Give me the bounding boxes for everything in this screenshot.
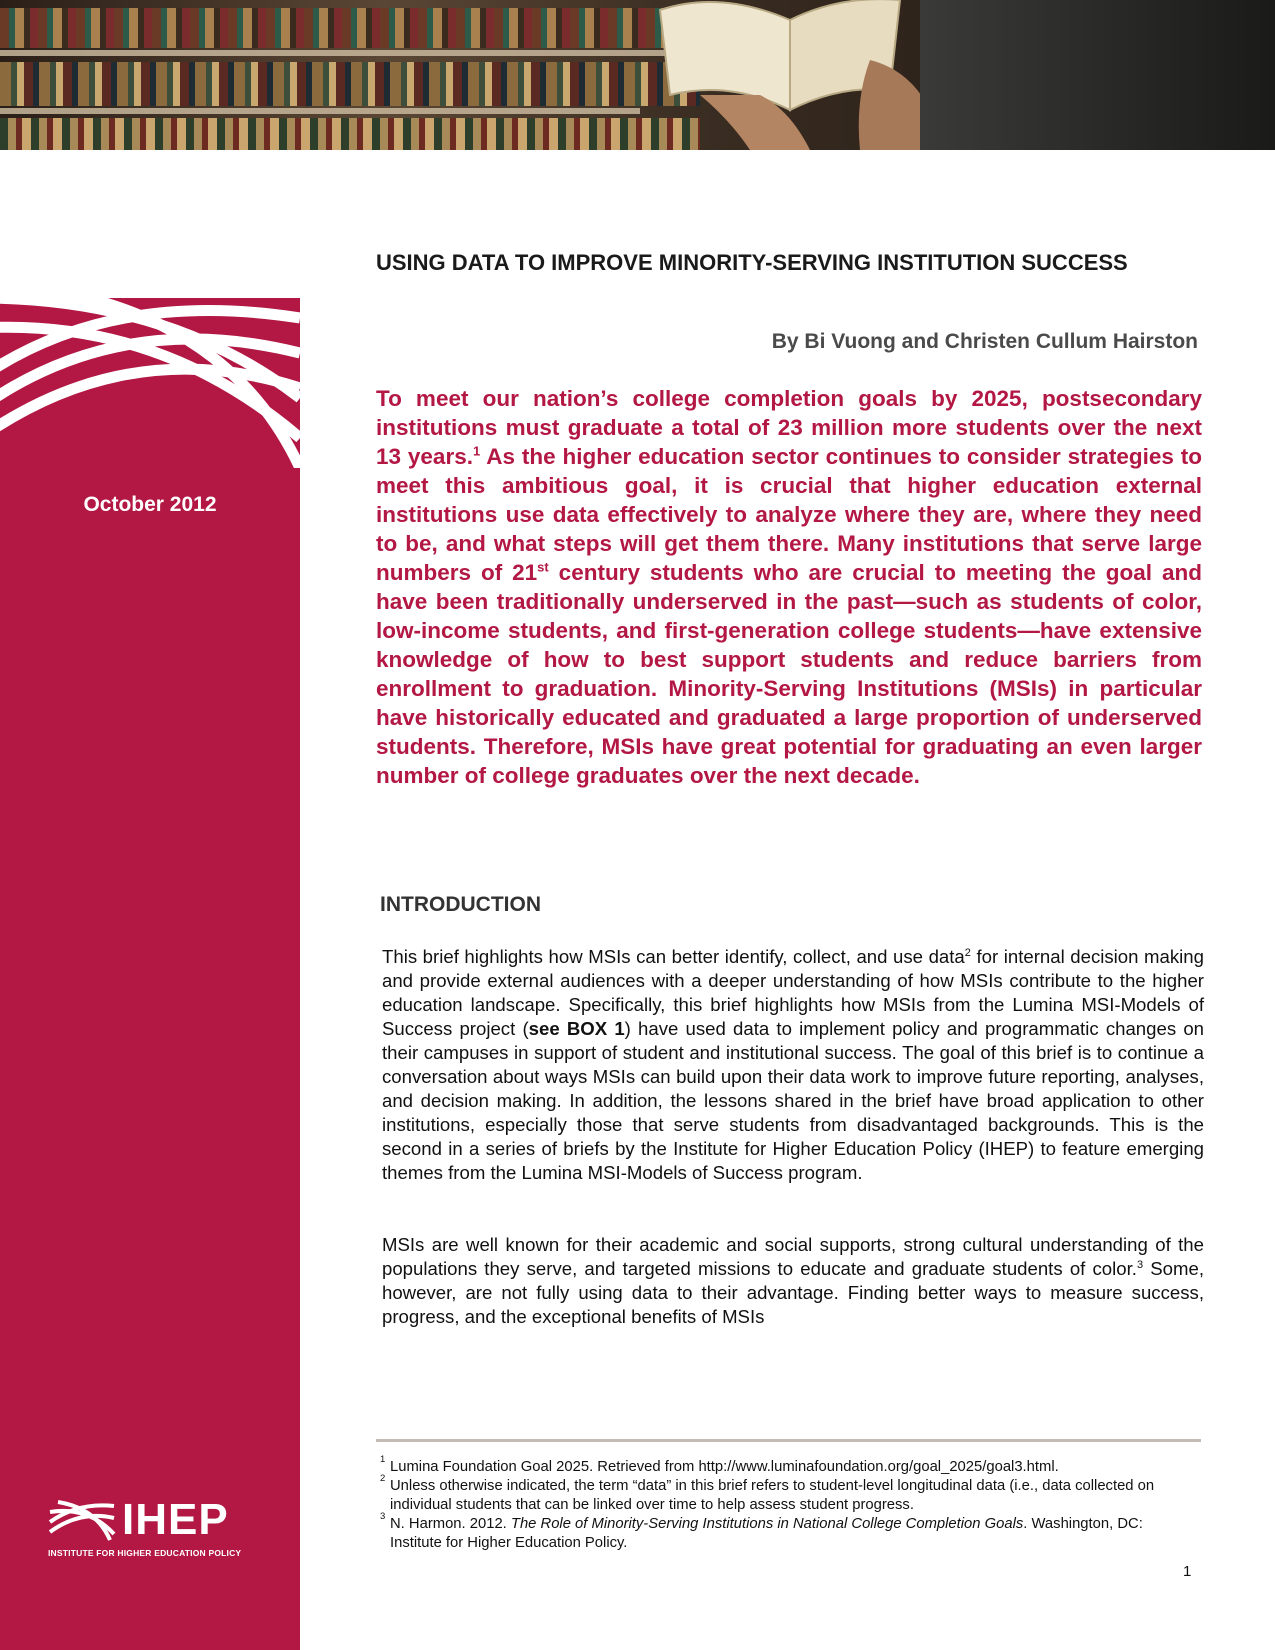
publication-date: October 2012 — [83, 493, 217, 516]
footnote-ref-1[interactable]: 1 — [472, 443, 481, 459]
box-reference: see BOX 1 — [528, 1018, 625, 1039]
introduction-heading: INTRODUCTION — [380, 893, 541, 916]
footnote-2: 2 Unless otherwise indicated, the term “data” in this brief refers to student-level longitudinal data (i.e., data collected on individual students that can be linked over time to help assess student progress. — [380, 1473, 1155, 1513]
bookshelf-row — [0, 8, 700, 48]
footnotes — [380, 1454, 1182, 1553]
authors: By Bi Vuong and Christen Cullum Hairston — [771, 330, 1198, 353]
document-title: USING DATA TO IMPROVE MINORITY-SERVING INSTITUTION SUCCESS — [376, 250, 1128, 275]
open-book-image — [640, 0, 940, 150]
page-number: 1 — [1183, 1563, 1192, 1580]
bookshelf-row — [0, 62, 700, 106]
footnote-ref-3[interactable]: 3 — [1136, 1258, 1144, 1271]
ordinal-suffix: st — [537, 559, 549, 575]
shelf — [0, 108, 640, 114]
shelf — [0, 50, 700, 56]
ihep-logo — [48, 1495, 268, 1560]
intro-paragraph-2: MSIs are well known for their academic and social supports, strong cultural understanding of the populations they serve, and targeted missions to educate and graduate students of color.$^3$ Some, however, are not fully using data to their advantage. Finding better ways to measure success, progress, and the exceptional benefits of MSIs — [382, 1234, 1204, 1327]
reader-sleeve — [920, 0, 1275, 150]
footnote-3: 3 N. Harmon. 2012. The Role of Minority-Serving Institutions in National College Completion Goals. Washington, DC: Institute for Higher Education Policy. — [380, 1511, 1143, 1551]
lead-paragraph: To meet our nation’s college completion goals by 2025, postsecondary institutions must graduate a total of 23 million more students over the next 13 years.$^1$ As the higher education sector continues to consider strategies to meet this ambitious goal, it is crucial that higher education external institutions use data effectively to analyze where they are, where they need to be, and what steps will get them there. Many institutions that serve large numbers of 21st century students who are crucial to meeting the goal and have been traditionally underserved in the past—such as students of color, low-income students, and first-generation college students—have extensive knowledge of how to best support students and reduce barriers from enrollment to graduation. Minority-Serving Institutions (MSIs) in particular have historically educated and graduated a large proportion of underserved students. Therefore, MSIs have great potential for graduating an even larger number of college graduates over the next decade. — [376, 386, 1202, 788]
intro-paragraph-1: This brief highlights how MSIs can better identify, collect, and use data$^2$ for internal decision making and provide external audiences with a deeper understanding of how MSIs contribute to the higher education landscape. Specifically, this brief highlights how MSIs from the Lumina MSI-Models of Success project (see BOX 1) have used data to implement policy and programmatic changes on their campuses in support of student and institutional success. The goal of this brief is to continue a conversation about ways MSIs can build upon their data work to improve future reporting, analyses, and decision making. In addition, the lessons shared in the brief have broad application to other institutions, especially those that serve students from disadvantaged backgrounds. This is the second in a series of briefs by the Institute for Higher Education Policy (IHEP) to feature emerging themes from the Lumina MSI-Models of Success program. — [382, 946, 1204, 1183]
footnote-ref-2[interactable]: 2 — [964, 946, 971, 959]
header-photo — [0, 0, 1275, 150]
arches-graphic — [0, 298, 300, 468]
ihep-arches-icon — [48, 1500, 116, 1542]
footnote-1: 1 Lumina Foundation Goal 2025. Retrieved from http://www.luminafoundation.org/goal_2025/goal3.html. — [380, 1454, 1059, 1475]
ihep-logo-subtitle: INSTITUTE FOR HIGHER EDUCATION POLICY — [48, 1548, 242, 1558]
ihep-logo-text: IHEP — [122, 1495, 229, 1544]
footnote-divider — [376, 1439, 1201, 1442]
bookshelf-row — [0, 118, 700, 150]
